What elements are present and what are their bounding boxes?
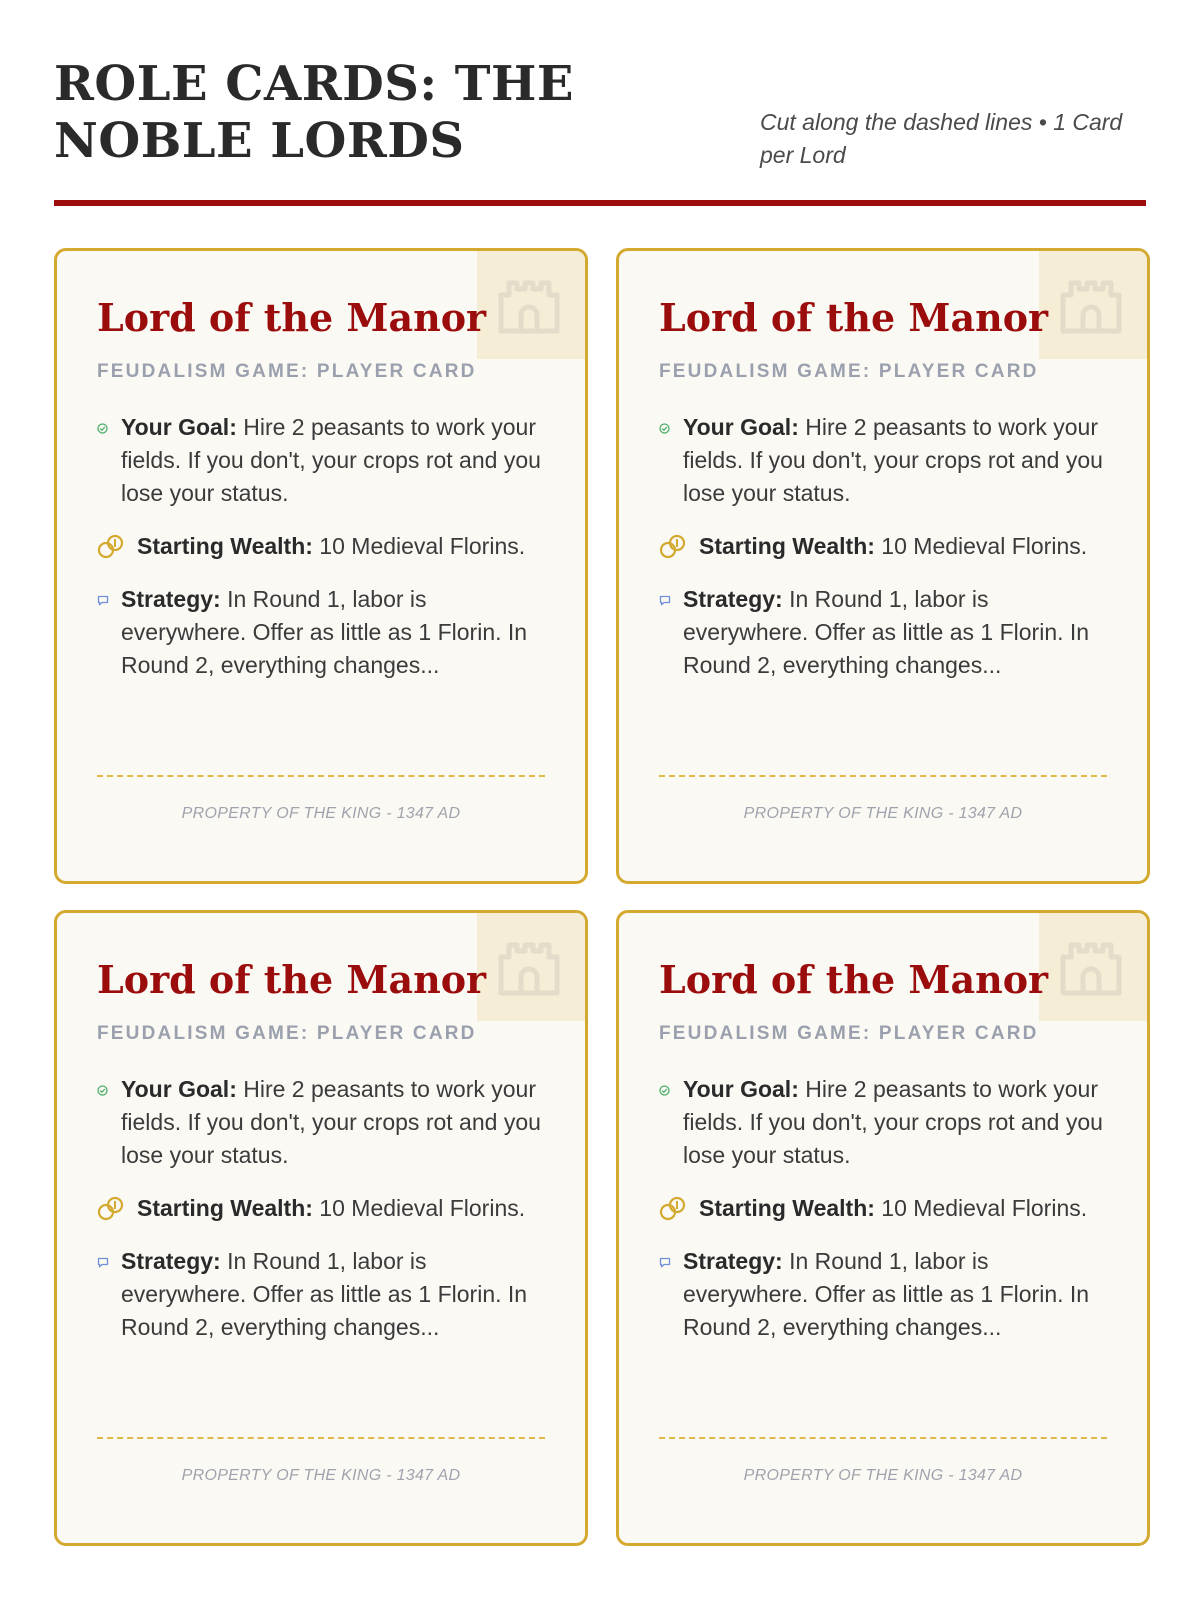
card-kicker: FEUDALISM GAME: PLAYER CARD [659,361,1039,382]
card-corner [477,913,585,1021]
wealth-label: Starting Wealth: [137,533,313,559]
card-title: Lord of the Manor [97,295,487,340]
card-footer: PROPERTY OF THE KING - 1347 AD [181,1467,461,1484]
coins-icon [97,1196,125,1222]
card-rules [659,411,1109,702]
role-card [616,248,1150,884]
page-title: ROLE CARDS: THE NOBLE LORDS [54,56,574,169]
wealth-label: Starting Wealth: [699,1195,875,1221]
strategy-label: Strategy: [121,1248,221,1274]
castle-icon [497,275,561,335]
card-kicker: FEUDALISM GAME: PLAYER CARD [97,1023,477,1044]
card-corner [1039,251,1147,359]
card-rules [97,1073,547,1364]
strategy-rule [97,1245,547,1344]
page-header [54,56,1146,206]
castle-icon [497,937,561,997]
cut-line [97,1437,545,1439]
wealth-label: Starting Wealth: [699,533,875,559]
goal-label: Your Goal: [683,1076,799,1102]
card-footer: PROPERTY OF THE KING - 1347 AD [743,805,1023,822]
goal-label: Your Goal: [683,414,799,440]
wealth-rule [97,1192,547,1225]
strategy-text: In Round 1, labor is everywhere. Offer as little as 1 Florin. In Round 2, everything changes... [121,586,528,678]
wealth-rule [97,530,547,563]
goal-text: Hire 2 peasants to work your fields. If you don't, your crops rot and you lose your status. [121,1076,541,1168]
page-subtitle: Cut along the dashed lines • 1 Card per Lord [760,109,1123,168]
card-kicker: FEUDALISM GAME: PLAYER CARD [659,1023,1039,1044]
card-rules [97,411,547,702]
card-footer: PROPERTY OF THE KING - 1347 AD [181,805,461,822]
coins-icon [97,534,125,560]
goal-label: Your Goal: [121,414,237,440]
goal-text: Hire 2 peasants to work your fields. If you don't, your crops rot and you lose your status. [683,1076,1103,1168]
speech-bubble-icon [659,1257,671,1268]
goal-rule [659,411,1109,510]
strategy-label: Strategy: [683,1248,783,1274]
goal-label: Your Goal: [121,1076,237,1102]
speech-bubble-icon [97,1257,109,1268]
strategy-text: In Round 1, labor is everywhere. Offer as little as 1 Florin. In Round 2, everything changes... [121,1248,528,1340]
strategy-rule [659,583,1109,682]
coins-icon [659,1196,687,1222]
card-footer: PROPERTY OF THE KING - 1347 AD [743,1467,1023,1484]
role-card [54,910,588,1546]
wealth-rule [659,530,1109,563]
wealth-text: 10 Medieval Florins. [312,1195,526,1221]
check-circle-icon [659,1085,670,1096]
role-card [616,910,1150,1546]
check-circle-icon [97,1085,108,1096]
wealth-text: 10 Medieval Florins. [874,1195,1088,1221]
goal-rule [97,1073,547,1172]
goal-text: Hire 2 peasants to work your fields. If you don't, your crops rot and you lose your status. [121,414,541,506]
castle-icon [1059,937,1123,997]
card-title: Lord of the Manor [97,957,487,1002]
cut-line [97,775,545,777]
strategy-rule [97,583,547,682]
strategy-label: Strategy: [121,586,221,612]
card-title: Lord of the Manor [659,957,1049,1002]
wealth-text: 10 Medieval Florins. [874,533,1088,559]
goal-rule [97,411,547,510]
goal-text: Hire 2 peasants to work your fields. If you don't, your crops rot and you lose your status. [683,414,1103,506]
wealth-rule [659,1192,1109,1225]
card-title: Lord of the Manor [659,295,1049,340]
card-kicker: FEUDALISM GAME: PLAYER CARD [97,361,477,382]
speech-bubble-icon [659,595,671,606]
role-card [54,248,588,884]
card-corner [477,251,585,359]
coins-icon [659,534,687,560]
wealth-text: 10 Medieval Florins. [312,533,526,559]
check-circle-icon [659,423,670,434]
check-circle-icon [97,423,108,434]
strategy-text: In Round 1, labor is everywhere. Offer as little as 1 Florin. In Round 2, everything changes... [683,586,1090,678]
strategy-text: In Round 1, labor is everywhere. Offer as little as 1 Florin. In Round 2, everything changes... [683,1248,1090,1340]
castle-icon [1059,275,1123,335]
goal-rule [659,1073,1109,1172]
strategy-rule [659,1245,1109,1344]
cut-line [659,1437,1107,1439]
card-corner [1039,913,1147,1021]
wealth-label: Starting Wealth: [137,1195,313,1221]
strategy-label: Strategy: [683,586,783,612]
cut-line [659,775,1107,777]
card-rules [659,1073,1109,1364]
speech-bubble-icon [97,595,109,606]
